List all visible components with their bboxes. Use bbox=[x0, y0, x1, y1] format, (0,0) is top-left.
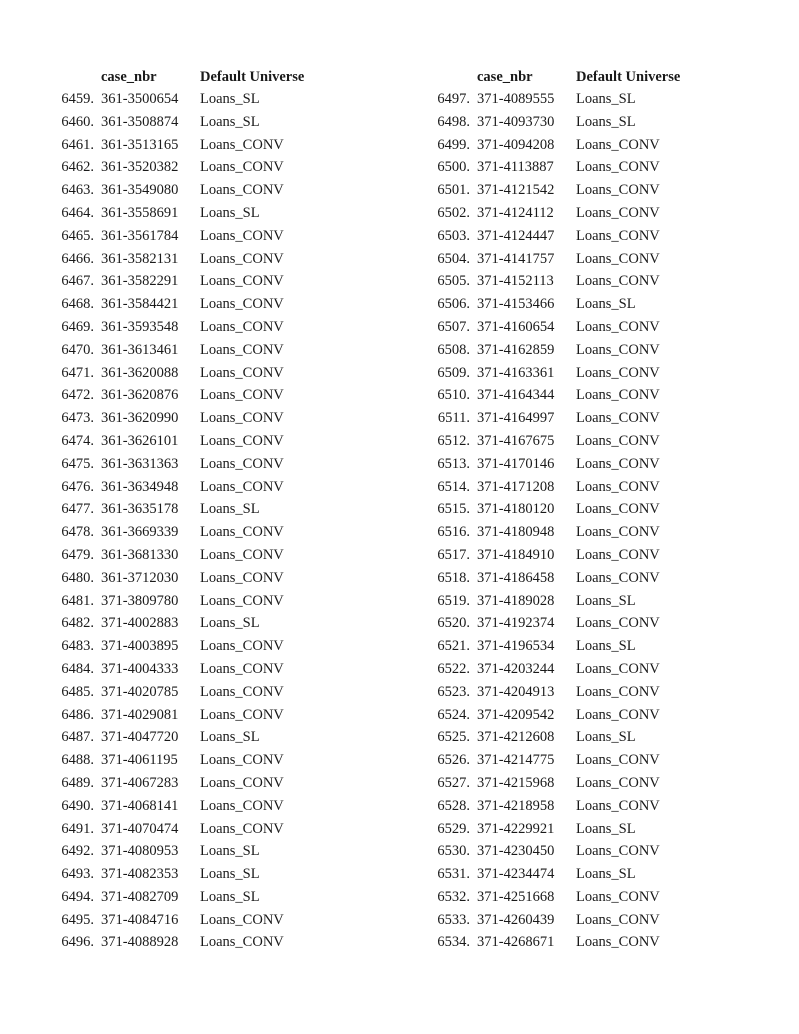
row-index: 6520. bbox=[437, 615, 470, 632]
case-nbr-cell: 371-4080953 bbox=[101, 843, 179, 860]
case-nbr-cell: 371-4141757 bbox=[477, 250, 555, 267]
universe-cell: Loans_CONV bbox=[200, 341, 284, 358]
universe-cell: Loans_CONV bbox=[576, 683, 660, 700]
row-index: 6505. bbox=[437, 273, 470, 290]
row-index: 6513. bbox=[437, 455, 470, 472]
case-nbr-cell: 361-3620990 bbox=[101, 410, 179, 427]
row-index: 6461. bbox=[61, 136, 94, 153]
case-nbr-cell: 371-4164997 bbox=[477, 410, 555, 427]
row-index: 6498. bbox=[437, 113, 470, 130]
row-index: 6475. bbox=[61, 455, 94, 472]
row-index: 6485. bbox=[61, 683, 94, 700]
universe-cell: Loans_CONV bbox=[200, 911, 284, 928]
case-nbr-cell: 371-4218958 bbox=[477, 797, 555, 814]
case-nbr-cell: 371-4020785 bbox=[101, 683, 179, 700]
universe-cell: Loans_CONV bbox=[576, 227, 660, 244]
universe-cell: Loans_CONV bbox=[576, 524, 660, 541]
case-nbr-cell: 371-4089555 bbox=[477, 91, 555, 107]
universe-cell: Loans_SL bbox=[200, 888, 260, 905]
case-nbr-cell: 361-3520382 bbox=[101, 159, 179, 176]
universe-cell: Loans_CONV bbox=[200, 159, 284, 176]
row-index: 6483. bbox=[61, 638, 94, 655]
universe-cell: Loans_CONV bbox=[576, 478, 660, 495]
universe-cell: Loans_SL bbox=[576, 296, 636, 313]
case-nbr-cell: 361-3513165 bbox=[101, 136, 179, 153]
default-universe-header: Default Universe bbox=[200, 69, 305, 85]
universe-cell: Loans_CONV bbox=[576, 318, 660, 335]
row-index: 6534. bbox=[437, 934, 470, 951]
case-nbr-cell: 371-4084716 bbox=[101, 911, 179, 928]
universe-cell: Loans_CONV bbox=[200, 455, 284, 472]
universe-cell: Loans_CONV bbox=[576, 387, 660, 404]
row-index: 6478. bbox=[61, 524, 94, 541]
case-nbr-cell: 361-3634948 bbox=[101, 478, 179, 495]
universe-cell: Loans_CONV bbox=[576, 501, 660, 518]
universe-cell: Loans_SL bbox=[576, 729, 636, 746]
row-index: 6511. bbox=[437, 410, 470, 427]
row-index: 6519. bbox=[437, 592, 470, 609]
case-nbr-cell: 371-4002883 bbox=[101, 615, 179, 632]
case-nbr-cell: 371-4070474 bbox=[101, 820, 179, 837]
row-index: 6487. bbox=[61, 729, 94, 746]
case-nbr-cell: 371-4203244 bbox=[477, 660, 555, 677]
case-nbr-cell: 371-4268671 bbox=[477, 934, 555, 951]
row-index: 6526. bbox=[437, 752, 470, 769]
case-nbr-cell: 371-4215968 bbox=[477, 774, 555, 791]
row-index: 6484. bbox=[61, 660, 94, 677]
row-index: 6517. bbox=[437, 546, 470, 563]
case-nbr-cell: 371-4152113 bbox=[477, 273, 554, 290]
row-index: 6473. bbox=[61, 410, 94, 427]
universe-cell: Loans_CONV bbox=[200, 296, 284, 313]
case-nbr-cell: 371-4124447 bbox=[477, 227, 555, 244]
universe-cell: Loans_CONV bbox=[576, 273, 660, 290]
case-nbr-cell: 361-3549080 bbox=[101, 182, 179, 199]
case-nbr-cell: 371-4171208 bbox=[477, 478, 555, 495]
case-nbr-cell: 371-4180948 bbox=[477, 524, 555, 541]
universe-cell: Loans_SL bbox=[576, 638, 636, 655]
case-nbr-cell: 361-3500654 bbox=[101, 91, 179, 107]
row-index: 6490. bbox=[61, 797, 94, 814]
universe-cell: Loans_CONV bbox=[200, 660, 284, 677]
row-index: 6468. bbox=[61, 296, 94, 313]
row-index: 6509. bbox=[437, 364, 470, 381]
universe-cell: Loans_CONV bbox=[576, 752, 660, 769]
case-nbr-cell: 361-3558691 bbox=[101, 204, 179, 221]
universe-cell: Loans_CONV bbox=[200, 569, 284, 586]
case-nbr-cell: 361-3620088 bbox=[101, 364, 179, 381]
case-nbr-cell: 371-4196534 bbox=[477, 638, 555, 655]
row-index: 6501. bbox=[437, 182, 470, 199]
row-index: 6480. bbox=[61, 569, 94, 586]
universe-cell: Loans_CONV bbox=[200, 410, 284, 427]
universe-cell: Loans_CONV bbox=[200, 318, 284, 335]
universe-cell: Loans_SL bbox=[576, 91, 636, 107]
row-index: 6497. bbox=[437, 91, 470, 107]
case-nbr-cell: 361-3582291 bbox=[101, 273, 179, 290]
row-index: 6460. bbox=[61, 113, 94, 130]
row-index: 6528. bbox=[437, 797, 470, 814]
row-index: 6516. bbox=[437, 524, 470, 541]
case-nbr-cell: 371-4068141 bbox=[101, 797, 179, 814]
case-nbr-cell: 371-4167675 bbox=[477, 432, 555, 449]
case-nbr-cell: 371-4121542 bbox=[477, 182, 555, 199]
case-nbr-cell: 371-4067283 bbox=[101, 774, 179, 791]
case-nbr-cell: 371-4153466 bbox=[477, 296, 555, 313]
case-nbr-cell: 361-3593548 bbox=[101, 318, 179, 335]
row-index: 6479. bbox=[61, 546, 94, 563]
universe-cell: Loans_CONV bbox=[576, 204, 660, 221]
case-nbr-cell: 371-4082353 bbox=[101, 866, 179, 883]
universe-cell: Loans_SL bbox=[576, 592, 636, 609]
case-nbr-cell: 371-4164344 bbox=[477, 387, 555, 404]
universe-cell: Loans_CONV bbox=[576, 250, 660, 267]
case-nbr-cell: 371-4192374 bbox=[477, 615, 555, 632]
universe-cell: Loans_SL bbox=[200, 843, 260, 860]
case-nbr-cell: 361-3681330 bbox=[101, 546, 179, 563]
case-nbr-cell: 371-4160654 bbox=[477, 318, 555, 335]
universe-cell: Loans_SL bbox=[576, 113, 636, 130]
case-nbr-cell: 371-4113887 bbox=[477, 159, 554, 176]
universe-cell: Loans_CONV bbox=[576, 364, 660, 381]
universe-cell: Loans_SL bbox=[576, 866, 636, 883]
case-nbr-cell: 371-4229921 bbox=[477, 820, 555, 837]
row-index: 6508. bbox=[437, 341, 470, 358]
row-index: 6488. bbox=[61, 752, 94, 769]
universe-cell: Loans_CONV bbox=[200, 478, 284, 495]
case-nbr-cell: 371-4094208 bbox=[477, 136, 555, 153]
row-index: 6482. bbox=[61, 615, 94, 632]
universe-cell: Loans_SL bbox=[200, 113, 260, 130]
universe-cell: Loans_CONV bbox=[200, 387, 284, 404]
row-index: 6476. bbox=[61, 478, 94, 495]
case-nbr-cell: 371-4180120 bbox=[477, 501, 555, 518]
universe-cell: Loans_CONV bbox=[200, 774, 284, 791]
universe-cell: Loans_CONV bbox=[576, 341, 660, 358]
universe-cell: Loans_CONV bbox=[576, 888, 660, 905]
case-nbr-cell: 371-4212608 bbox=[477, 729, 555, 746]
row-index: 6522. bbox=[437, 660, 470, 677]
universe-cell: Loans_CONV bbox=[576, 432, 660, 449]
row-index: 6504. bbox=[437, 250, 470, 267]
universe-cell: Loans_SL bbox=[200, 729, 260, 746]
case-nbr-cell: 371-4004333 bbox=[101, 660, 179, 677]
row-index: 6477. bbox=[61, 501, 94, 518]
case-nbr-cell: 371-4186458 bbox=[477, 569, 555, 586]
row-index: 6465. bbox=[61, 227, 94, 244]
row-index: 6472. bbox=[61, 387, 94, 404]
row-index: 6514. bbox=[437, 478, 470, 495]
case-nbr-cell: 361-3669339 bbox=[101, 524, 179, 541]
case-nbr-header: case_nbr bbox=[477, 69, 533, 85]
universe-cell: Loans_CONV bbox=[576, 182, 660, 199]
universe-cell: Loans_CONV bbox=[200, 182, 284, 199]
universe-cell: Loans_CONV bbox=[576, 136, 660, 153]
case-nbr-cell: 371-4204913 bbox=[477, 683, 555, 700]
case-nbr-cell: 371-4214775 bbox=[477, 752, 555, 769]
row-index: 6470. bbox=[61, 341, 94, 358]
universe-cell: Loans_SL bbox=[200, 866, 260, 883]
row-index: 6481. bbox=[61, 592, 94, 609]
universe-cell: Loans_CONV bbox=[200, 592, 284, 609]
case-nbr-cell: 361-3635178 bbox=[101, 501, 179, 518]
universe-cell: Loans_SL bbox=[200, 615, 260, 632]
case-nbr-cell: 361-3582131 bbox=[101, 250, 179, 267]
universe-cell: Loans_CONV bbox=[200, 706, 284, 723]
row-index: 6510. bbox=[437, 387, 470, 404]
universe-cell: Loans_CONV bbox=[200, 136, 284, 153]
case-nbr-cell: 371-4230450 bbox=[477, 843, 555, 860]
row-index: 6512. bbox=[437, 432, 470, 449]
row-index: 6495. bbox=[61, 911, 94, 928]
case-nbr-cell: 371-4209542 bbox=[477, 706, 555, 723]
row-index: 6515. bbox=[437, 501, 470, 518]
case-nbr-cell: 361-3584421 bbox=[101, 296, 179, 313]
universe-cell: Loans_CONV bbox=[576, 455, 660, 472]
row-index: 6503. bbox=[437, 227, 470, 244]
universe-cell: Loans_SL bbox=[576, 820, 636, 837]
case-nbr-cell: 371-4170146 bbox=[477, 455, 555, 472]
case-nbr-cell: 371-4189028 bbox=[477, 592, 555, 609]
universe-cell: Loans_CONV bbox=[576, 774, 660, 791]
row-index: 6533. bbox=[437, 911, 470, 928]
case-nbr-cell: 361-3561784 bbox=[101, 227, 179, 244]
universe-cell: Loans_CONV bbox=[576, 706, 660, 723]
row-index: 6521. bbox=[437, 638, 470, 655]
universe-cell: Loans_CONV bbox=[576, 934, 660, 951]
row-index: 6471. bbox=[61, 364, 94, 381]
row-index: 6489. bbox=[61, 774, 94, 791]
universe-cell: Loans_CONV bbox=[200, 546, 284, 563]
universe-cell: Loans_CONV bbox=[200, 227, 284, 244]
case-nbr-cell: 371-3809780 bbox=[101, 592, 179, 609]
row-index: 6524. bbox=[437, 706, 470, 723]
case-nbr-cell: 361-3626101 bbox=[101, 432, 179, 449]
universe-cell: Loans_SL bbox=[200, 204, 260, 221]
universe-cell: Loans_CONV bbox=[200, 638, 284, 655]
row-index: 6462. bbox=[61, 159, 94, 176]
universe-cell: Loans_CONV bbox=[200, 797, 284, 814]
universe-cell: Loans_SL bbox=[200, 91, 260, 107]
row-index: 6492. bbox=[61, 843, 94, 860]
case-nbr-cell: 371-4163361 bbox=[477, 364, 555, 381]
universe-cell: Loans_CONV bbox=[576, 410, 660, 427]
universe-cell: Loans_CONV bbox=[576, 546, 660, 563]
row-index: 6474. bbox=[61, 432, 94, 449]
case-nbr-cell: 371-4047720 bbox=[101, 729, 179, 746]
row-index: 6463. bbox=[61, 182, 94, 199]
row-index: 6491. bbox=[61, 820, 94, 837]
case-nbr-cell: 371-4093730 bbox=[477, 113, 555, 130]
row-index: 6494. bbox=[61, 888, 94, 905]
row-index: 6527. bbox=[437, 774, 470, 791]
case-nbr-cell: 371-4234474 bbox=[477, 866, 555, 883]
universe-cell: Loans_CONV bbox=[200, 432, 284, 449]
case-nbr-cell: 371-4082709 bbox=[101, 888, 179, 905]
universe-cell: Loans_CONV bbox=[576, 615, 660, 632]
row-index: 6530. bbox=[437, 843, 470, 860]
universe-cell: Loans_CONV bbox=[200, 524, 284, 541]
case-nbr-cell: 371-4124112 bbox=[477, 204, 554, 221]
row-index: 6486. bbox=[61, 706, 94, 723]
case-nbr-cell: 371-4260439 bbox=[477, 911, 555, 928]
row-index: 6464. bbox=[61, 204, 94, 221]
row-index: 6529. bbox=[437, 820, 470, 837]
universe-cell: Loans_CONV bbox=[200, 752, 284, 769]
universe-cell: Loans_CONV bbox=[576, 159, 660, 176]
row-index: 6532. bbox=[437, 888, 470, 905]
row-index: 6466. bbox=[61, 250, 94, 267]
universe-cell: Loans_CONV bbox=[200, 273, 284, 290]
row-index: 6469. bbox=[61, 318, 94, 335]
row-index: 6531. bbox=[437, 866, 470, 883]
row-index: 6496. bbox=[61, 934, 94, 951]
row-index: 6467. bbox=[61, 273, 94, 290]
row-index: 6502. bbox=[437, 204, 470, 221]
case-nbr-cell: 361-3712030 bbox=[101, 569, 179, 586]
row-index: 6459. bbox=[61, 91, 94, 107]
case-nbr-header: case_nbr bbox=[101, 69, 157, 85]
case-nbr-cell: 371-4184910 bbox=[477, 546, 555, 563]
case-nbr-cell: 361-3508874 bbox=[101, 113, 179, 130]
universe-cell: Loans_CONV bbox=[200, 364, 284, 381]
case-nbr-cell: 361-3613461 bbox=[101, 341, 179, 358]
case-nbr-cell: 371-4061195 bbox=[101, 752, 178, 769]
row-index: 6518. bbox=[437, 569, 470, 586]
case-nbr-cell: 361-3631363 bbox=[101, 455, 179, 472]
row-index: 6499. bbox=[437, 136, 470, 153]
row-index: 6506. bbox=[437, 296, 470, 313]
universe-cell: Loans_CONV bbox=[576, 660, 660, 677]
row-index: 6507. bbox=[437, 318, 470, 335]
row-index: 6525. bbox=[437, 729, 470, 746]
case-nbr-cell: 371-4088928 bbox=[101, 934, 179, 951]
universe-cell: Loans_CONV bbox=[200, 820, 284, 837]
default-universe-header: Default Universe bbox=[576, 69, 681, 85]
universe-cell: Loans_CONV bbox=[576, 911, 660, 928]
case-nbr-cell: 371-4251668 bbox=[477, 888, 555, 905]
universe-cell: Loans_CONV bbox=[200, 683, 284, 700]
case-nbr-cell: 371-4162859 bbox=[477, 341, 555, 358]
row-index: 6500. bbox=[437, 159, 470, 176]
universe-cell: Loans_SL bbox=[200, 501, 260, 518]
case-nbr-cell: 371-4003895 bbox=[101, 638, 179, 655]
row-index: 6493. bbox=[61, 866, 94, 883]
universe-cell: Loans_CONV bbox=[576, 797, 660, 814]
row-index: 6523. bbox=[437, 683, 470, 700]
universe-cell: Loans_CONV bbox=[576, 843, 660, 860]
case-nbr-cell: 361-3620876 bbox=[101, 387, 179, 404]
universe-cell: Loans_CONV bbox=[200, 934, 284, 951]
universe-cell: Loans_CONV bbox=[576, 569, 660, 586]
case-nbr-cell: 371-4029081 bbox=[101, 706, 179, 723]
universe-cell: Loans_CONV bbox=[200, 250, 284, 267]
